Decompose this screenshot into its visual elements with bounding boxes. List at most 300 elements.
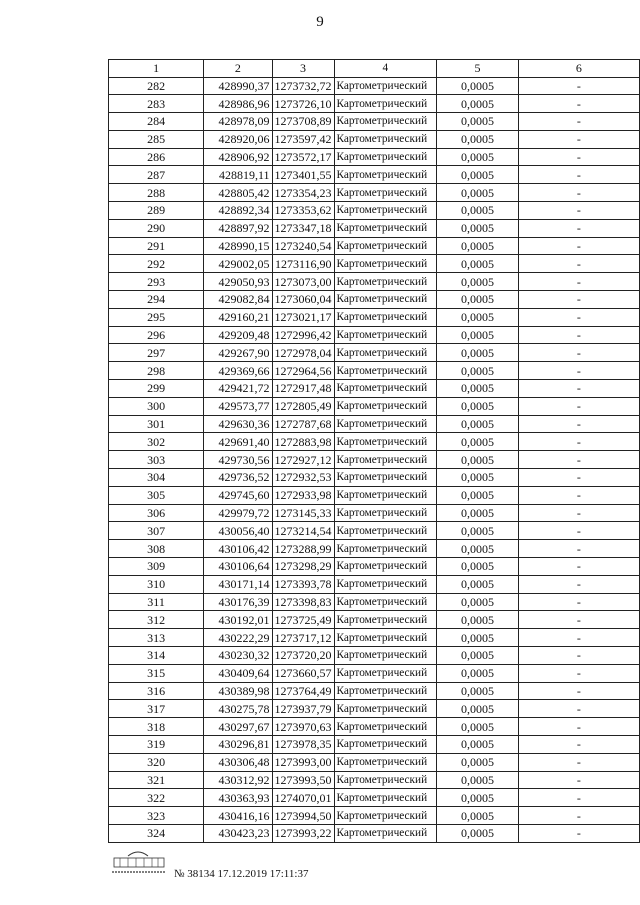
table-row <box>109 380 640 398</box>
x-coordinate-cell: 430222,29 <box>204 629 272 647</box>
accuracy-cell: 0,0005 <box>437 682 519 700</box>
y-coordinate-cell: 1273708,89 <box>272 113 334 131</box>
method-cell: Картометрический <box>334 219 437 237</box>
method-cell: Картометрический <box>334 148 437 166</box>
y-coordinate-cell: 1273298,29 <box>272 558 334 576</box>
table-row <box>109 166 640 184</box>
note-cell: - <box>518 718 639 736</box>
note-cell: - <box>518 273 639 291</box>
x-coordinate-cell: 430416,16 <box>204 807 272 825</box>
note-cell: - <box>518 219 639 237</box>
method-cell: Картометрический <box>334 77 437 95</box>
accuracy-cell: 0,0005 <box>437 344 519 362</box>
table-row <box>109 486 640 504</box>
accuracy-cell: 0,0005 <box>437 397 519 415</box>
method-cell: Картометрический <box>334 326 437 344</box>
table-row <box>109 415 640 433</box>
accuracy-cell: 0,0005 <box>437 237 519 255</box>
x-coordinate-cell: 429050,93 <box>204 273 272 291</box>
x-coordinate-cell: 430106,64 <box>204 558 272 576</box>
table-row <box>109 433 640 451</box>
x-coordinate-cell: 430409,64 <box>204 664 272 682</box>
note-cell: - <box>518 344 639 362</box>
accuracy-cell: 0,0005 <box>437 148 519 166</box>
y-coordinate-cell: 1273398,83 <box>272 593 334 611</box>
method-cell: Картометрический <box>334 682 437 700</box>
y-coordinate-cell: 1273060,04 <box>272 291 334 309</box>
accuracy-cell: 0,0005 <box>437 202 519 220</box>
table-row <box>109 113 640 131</box>
note-cell: - <box>518 629 639 647</box>
accuracy-cell: 0,0005 <box>437 113 519 131</box>
note-cell: - <box>518 237 639 255</box>
table-row <box>109 291 640 309</box>
y-coordinate-cell: 1274070,01 <box>272 789 334 807</box>
table-row <box>109 504 640 522</box>
y-coordinate-cell: 1273214,54 <box>272 522 334 540</box>
y-coordinate-cell: 1273993,00 <box>272 753 334 771</box>
y-coordinate-cell: 1273572,17 <box>272 148 334 166</box>
x-coordinate-cell: 428990,37 <box>204 77 272 95</box>
x-coordinate-cell: 428819,11 <box>204 166 272 184</box>
method-cell: Картометрический <box>334 202 437 220</box>
x-coordinate-cell: 430312,92 <box>204 771 272 789</box>
y-coordinate-cell: 1272787,68 <box>272 415 334 433</box>
accuracy-cell: 0,0005 <box>437 273 519 291</box>
table-row <box>109 308 640 326</box>
note-cell: - <box>518 504 639 522</box>
x-coordinate-cell: 428897,92 <box>204 219 272 237</box>
y-coordinate-cell: 1273288,99 <box>272 540 334 558</box>
point-number-cell: 291 <box>109 237 204 255</box>
accuracy-cell: 0,0005 <box>437 451 519 469</box>
method-cell: Картометрический <box>334 700 437 718</box>
table-row <box>109 77 640 95</box>
point-number-cell: 317 <box>109 700 204 718</box>
method-cell: Картометрический <box>334 166 437 184</box>
point-number-cell: 294 <box>109 291 204 309</box>
method-cell: Картометрический <box>334 308 437 326</box>
y-coordinate-cell: 1273347,18 <box>272 219 334 237</box>
method-cell: Картометрический <box>334 593 437 611</box>
point-number-cell: 324 <box>109 824 204 842</box>
table-row <box>109 237 640 255</box>
table-row <box>109 789 640 807</box>
header-col-5: 5 <box>437 60 519 78</box>
y-coordinate-cell: 1273116,90 <box>272 255 334 273</box>
method-cell: Картометрический <box>334 451 437 469</box>
x-coordinate-cell: 429745,60 <box>204 486 272 504</box>
table-row <box>109 611 640 629</box>
table-row <box>109 273 640 291</box>
x-coordinate-cell: 430230,32 <box>204 647 272 665</box>
y-coordinate-cell: 1272933,98 <box>272 486 334 504</box>
point-number-cell: 292 <box>109 255 204 273</box>
x-coordinate-cell: 430296,81 <box>204 735 272 753</box>
point-number-cell: 315 <box>109 664 204 682</box>
point-number-cell: 302 <box>109 433 204 451</box>
table-row <box>109 753 640 771</box>
table-row <box>109 807 640 825</box>
method-cell: Картометрический <box>334 611 437 629</box>
point-number-cell: 306 <box>109 504 204 522</box>
y-coordinate-cell: 1272805,49 <box>272 397 334 415</box>
method-cell: Картометрический <box>334 273 437 291</box>
method-cell: Картометрический <box>334 362 437 380</box>
accuracy-cell: 0,0005 <box>437 629 519 647</box>
note-cell: - <box>518 522 639 540</box>
accuracy-cell: 0,0005 <box>437 362 519 380</box>
y-coordinate-cell: 1273720,20 <box>272 647 334 665</box>
x-coordinate-cell: 430423,23 <box>204 824 272 842</box>
accuracy-cell: 0,0005 <box>437 771 519 789</box>
accuracy-cell: 0,0005 <box>437 77 519 95</box>
point-number-cell: 282 <box>109 77 204 95</box>
x-coordinate-cell: 428990,15 <box>204 237 272 255</box>
accuracy-cell: 0,0005 <box>437 700 519 718</box>
table-row <box>109 202 640 220</box>
table-row <box>109 326 640 344</box>
note-cell: - <box>518 753 639 771</box>
note-cell: - <box>518 166 639 184</box>
table-row <box>109 735 640 753</box>
accuracy-cell: 0,0005 <box>437 166 519 184</box>
x-coordinate-cell: 428805,42 <box>204 184 272 202</box>
method-cell: Картометрический <box>334 664 437 682</box>
x-coordinate-cell: 429630,36 <box>204 415 272 433</box>
x-coordinate-cell: 429573,77 <box>204 397 272 415</box>
point-number-cell: 301 <box>109 415 204 433</box>
table-row <box>109 647 640 665</box>
point-number-cell: 288 <box>109 184 204 202</box>
x-coordinate-cell: 429421,72 <box>204 380 272 398</box>
accuracy-cell: 0,0005 <box>437 718 519 736</box>
y-coordinate-cell: 1273145,33 <box>272 504 334 522</box>
point-number-cell: 293 <box>109 273 204 291</box>
method-cell: Картометрический <box>334 629 437 647</box>
note-cell: - <box>518 308 639 326</box>
header-col-2: 2 <box>204 60 272 78</box>
y-coordinate-cell: 1272927,12 <box>272 451 334 469</box>
x-coordinate-cell: 428906,92 <box>204 148 272 166</box>
note-cell: - <box>518 380 639 398</box>
method-cell: Картометрический <box>334 486 437 504</box>
x-coordinate-cell: 428892,34 <box>204 202 272 220</box>
method-cell: Картометрический <box>334 540 437 558</box>
note-cell: - <box>518 789 639 807</box>
note-cell: - <box>518 326 639 344</box>
y-coordinate-cell: 1272996,42 <box>272 326 334 344</box>
note-cell: - <box>518 540 639 558</box>
method-cell: Картометрический <box>334 771 437 789</box>
note-cell: - <box>518 664 639 682</box>
accuracy-cell: 0,0005 <box>437 522 519 540</box>
note-cell: - <box>518 397 639 415</box>
table-row <box>109 95 640 113</box>
method-cell: Картометрический <box>334 344 437 362</box>
x-coordinate-cell: 429002,05 <box>204 255 272 273</box>
note-cell: - <box>518 77 639 95</box>
table-row <box>109 558 640 576</box>
y-coordinate-cell: 1273717,12 <box>272 629 334 647</box>
table-row <box>109 540 640 558</box>
y-coordinate-cell: 1273240,54 <box>272 237 334 255</box>
y-coordinate-cell: 1273401,55 <box>272 166 334 184</box>
method-cell: Картометрический <box>334 735 437 753</box>
x-coordinate-cell: 429691,40 <box>204 433 272 451</box>
x-coordinate-cell: 430056,40 <box>204 522 272 540</box>
point-number-cell: 310 <box>109 575 204 593</box>
y-coordinate-cell: 1273725,49 <box>272 611 334 629</box>
table-row <box>109 344 640 362</box>
header-col-3: 3 <box>272 60 334 78</box>
note-cell: - <box>518 807 639 825</box>
point-number-cell: 284 <box>109 113 204 131</box>
accuracy-cell: 0,0005 <box>437 504 519 522</box>
coordinates-table <box>108 59 640 843</box>
method-cell: Картометрический <box>334 504 437 522</box>
header-col-6: 6 <box>518 60 639 78</box>
accuracy-cell: 0,0005 <box>437 469 519 487</box>
accuracy-cell: 0,0005 <box>437 664 519 682</box>
point-number-cell: 321 <box>109 771 204 789</box>
x-coordinate-cell: 430389,98 <box>204 682 272 700</box>
y-coordinate-cell: 1272917,48 <box>272 380 334 398</box>
registration-text: № 38134 17.12.2019 17:11:37 <box>174 868 309 880</box>
point-number-cell: 305 <box>109 486 204 504</box>
table-row <box>109 664 640 682</box>
x-coordinate-cell: 429979,72 <box>204 504 272 522</box>
note-cell: - <box>518 469 639 487</box>
accuracy-cell: 0,0005 <box>437 433 519 451</box>
point-number-cell: 322 <box>109 789 204 807</box>
point-number-cell: 286 <box>109 148 204 166</box>
method-cell: Картометрический <box>334 113 437 131</box>
header-col-1: 1 <box>109 60 204 78</box>
accuracy-cell: 0,0005 <box>437 326 519 344</box>
point-number-cell: 303 <box>109 451 204 469</box>
page-number: 9 <box>316 14 324 30</box>
method-cell: Картометрический <box>334 522 437 540</box>
note-cell: - <box>518 575 639 593</box>
point-number-cell: 296 <box>109 326 204 344</box>
point-number-cell: 318 <box>109 718 204 736</box>
y-coordinate-cell: 1273354,23 <box>272 184 334 202</box>
method-cell: Картометрический <box>334 415 437 433</box>
note-cell: - <box>518 130 639 148</box>
method-cell: Картометрический <box>334 130 437 148</box>
point-number-cell: 283 <box>109 95 204 113</box>
table-row <box>109 397 640 415</box>
point-number-cell: 311 <box>109 593 204 611</box>
x-coordinate-cell: 430192,01 <box>204 611 272 629</box>
table-row <box>109 148 640 166</box>
accuracy-cell: 0,0005 <box>437 593 519 611</box>
note-cell: - <box>518 202 639 220</box>
accuracy-cell: 0,0005 <box>437 486 519 504</box>
method-cell: Картометрический <box>334 807 437 825</box>
x-coordinate-cell: 430171,14 <box>204 575 272 593</box>
accuracy-cell: 0,0005 <box>437 735 519 753</box>
x-coordinate-cell: 429369,66 <box>204 362 272 380</box>
table-row <box>109 184 640 202</box>
y-coordinate-cell: 1273021,17 <box>272 308 334 326</box>
accuracy-cell: 0,0005 <box>437 184 519 202</box>
accuracy-cell: 0,0005 <box>437 540 519 558</box>
y-coordinate-cell: 1272932,53 <box>272 469 334 487</box>
method-cell: Картометрический <box>334 469 437 487</box>
method-cell: Картометрический <box>334 95 437 113</box>
y-coordinate-cell: 1273726,10 <box>272 95 334 113</box>
note-cell: - <box>518 647 639 665</box>
point-number-cell: 290 <box>109 219 204 237</box>
x-coordinate-cell: 428920,06 <box>204 130 272 148</box>
y-coordinate-cell: 1272883,98 <box>272 433 334 451</box>
method-cell: Картометрический <box>334 255 437 273</box>
accuracy-cell: 0,0005 <box>437 219 519 237</box>
accuracy-cell: 0,0005 <box>437 647 519 665</box>
table-row <box>109 522 640 540</box>
point-number-cell: 320 <box>109 753 204 771</box>
point-number-cell: 312 <box>109 611 204 629</box>
note-cell: - <box>518 735 639 753</box>
note-cell: - <box>518 433 639 451</box>
point-number-cell: 319 <box>109 735 204 753</box>
method-cell: Картометрический <box>334 647 437 665</box>
registration-stamp-icon <box>108 846 170 880</box>
y-coordinate-cell: 1273993,22 <box>272 824 334 842</box>
x-coordinate-cell: 429730,56 <box>204 451 272 469</box>
method-cell: Картометрический <box>334 575 437 593</box>
point-number-cell: 287 <box>109 166 204 184</box>
point-number-cell: 307 <box>109 522 204 540</box>
accuracy-cell: 0,0005 <box>437 291 519 309</box>
accuracy-cell: 0,0005 <box>437 558 519 576</box>
table-row <box>109 629 640 647</box>
y-coordinate-cell: 1272978,04 <box>272 344 334 362</box>
accuracy-cell: 0,0005 <box>437 380 519 398</box>
table-row <box>109 469 640 487</box>
point-number-cell: 314 <box>109 647 204 665</box>
y-coordinate-cell: 1273978,35 <box>272 735 334 753</box>
table-row <box>109 451 640 469</box>
point-number-cell: 309 <box>109 558 204 576</box>
table-row <box>109 682 640 700</box>
accuracy-cell: 0,0005 <box>437 130 519 148</box>
table-row <box>109 718 640 736</box>
table-row <box>109 219 640 237</box>
method-cell: Картометрический <box>334 558 437 576</box>
y-coordinate-cell: 1273993,50 <box>272 771 334 789</box>
table-row <box>109 255 640 273</box>
x-coordinate-cell: 430176,39 <box>204 593 272 611</box>
table-row <box>109 824 640 842</box>
x-coordinate-cell: 429267,90 <box>204 344 272 362</box>
accuracy-cell: 0,0005 <box>437 807 519 825</box>
point-number-cell: 299 <box>109 380 204 398</box>
point-number-cell: 297 <box>109 344 204 362</box>
method-cell: Картометрический <box>334 397 437 415</box>
note-cell: - <box>518 184 639 202</box>
header-col-4: 4 <box>334 60 437 78</box>
table-row <box>109 130 640 148</box>
method-cell: Картометрический <box>334 753 437 771</box>
table-row <box>109 575 640 593</box>
x-coordinate-cell: 428978,09 <box>204 113 272 131</box>
accuracy-cell: 0,0005 <box>437 824 519 842</box>
method-cell: Картометрический <box>334 718 437 736</box>
note-cell: - <box>518 113 639 131</box>
accuracy-cell: 0,0005 <box>437 255 519 273</box>
method-cell: Картометрический <box>334 291 437 309</box>
x-coordinate-cell: 429082,84 <box>204 291 272 309</box>
point-number-cell: 313 <box>109 629 204 647</box>
y-coordinate-cell: 1273732,72 <box>272 77 334 95</box>
point-number-cell: 285 <box>109 130 204 148</box>
note-cell: - <box>518 700 639 718</box>
x-coordinate-cell: 430306,48 <box>204 753 272 771</box>
point-number-cell: 304 <box>109 469 204 487</box>
note-cell: - <box>518 255 639 273</box>
x-coordinate-cell: 430275,78 <box>204 700 272 718</box>
accuracy-cell: 0,0005 <box>437 611 519 629</box>
accuracy-cell: 0,0005 <box>437 308 519 326</box>
method-cell: Картометрический <box>334 433 437 451</box>
note-cell: - <box>518 486 639 504</box>
y-coordinate-cell: 1273994,50 <box>272 807 334 825</box>
y-coordinate-cell: 1273597,42 <box>272 130 334 148</box>
point-number-cell: 298 <box>109 362 204 380</box>
point-number-cell: 295 <box>109 308 204 326</box>
table-row <box>109 593 640 611</box>
table-row <box>109 771 640 789</box>
y-coordinate-cell: 1273660,57 <box>272 664 334 682</box>
note-cell: - <box>518 415 639 433</box>
y-coordinate-cell: 1273073,00 <box>272 273 334 291</box>
x-coordinate-cell: 428986,96 <box>204 95 272 113</box>
method-cell: Картометрический <box>334 184 437 202</box>
y-coordinate-cell: 1273970,63 <box>272 718 334 736</box>
x-coordinate-cell: 430363,93 <box>204 789 272 807</box>
method-cell: Картометрический <box>334 380 437 398</box>
note-cell: - <box>518 291 639 309</box>
method-cell: Картометрический <box>334 824 437 842</box>
note-cell: - <box>518 558 639 576</box>
table-header-row <box>109 60 640 78</box>
point-number-cell: 316 <box>109 682 204 700</box>
x-coordinate-cell: 430106,42 <box>204 540 272 558</box>
accuracy-cell: 0,0005 <box>437 415 519 433</box>
note-cell: - <box>518 451 639 469</box>
x-coordinate-cell: 429736,52 <box>204 469 272 487</box>
method-cell: Картометрический <box>334 237 437 255</box>
y-coordinate-cell: 1272964,56 <box>272 362 334 380</box>
note-cell: - <box>518 824 639 842</box>
accuracy-cell: 0,0005 <box>437 575 519 593</box>
point-number-cell: 308 <box>109 540 204 558</box>
x-coordinate-cell: 429160,21 <box>204 308 272 326</box>
accuracy-cell: 0,0005 <box>437 789 519 807</box>
note-cell: - <box>518 682 639 700</box>
y-coordinate-cell: 1273937,79 <box>272 700 334 718</box>
method-cell: Картометрический <box>334 789 437 807</box>
point-number-cell: 289 <box>109 202 204 220</box>
point-number-cell: 300 <box>109 397 204 415</box>
x-coordinate-cell: 429209,48 <box>204 326 272 344</box>
note-cell: - <box>518 95 639 113</box>
accuracy-cell: 0,0005 <box>437 753 519 771</box>
footer <box>108 846 408 890</box>
